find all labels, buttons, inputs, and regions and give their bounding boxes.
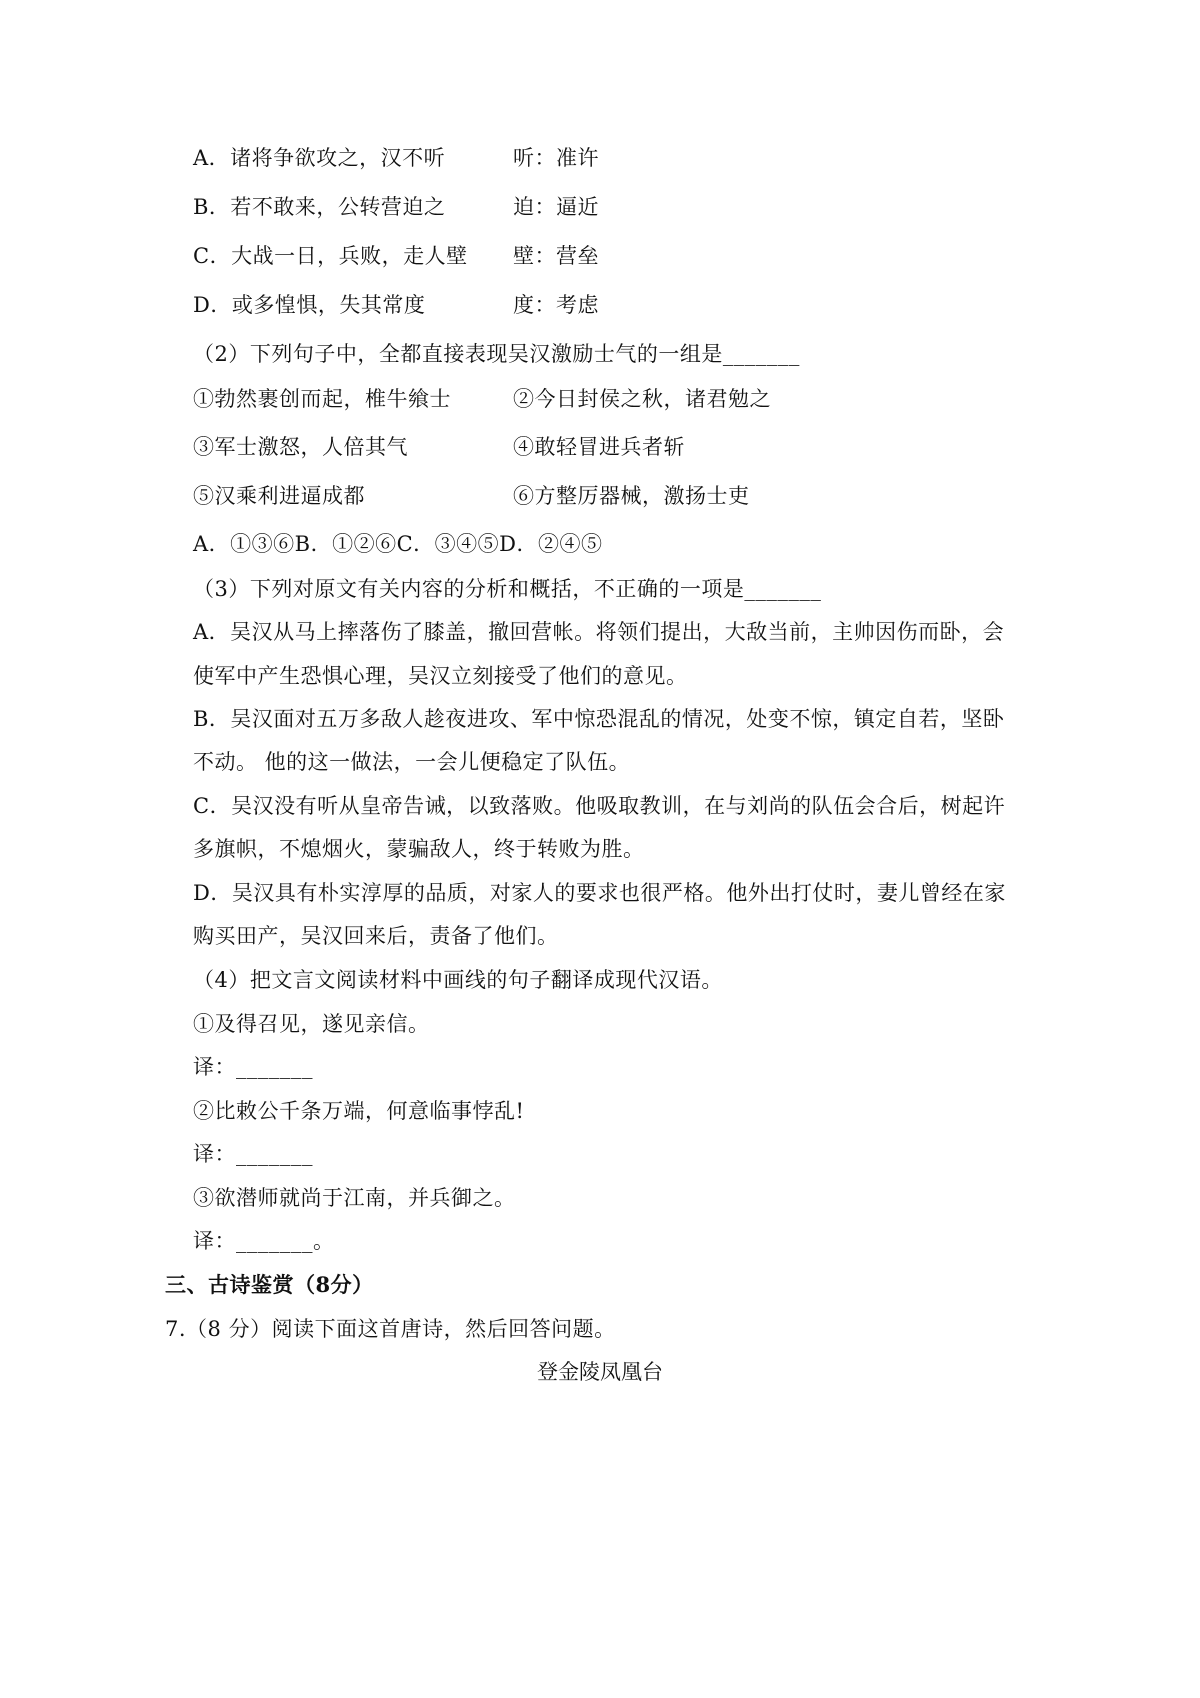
q2-prompt: （2）下列句子中，全都直接表现吴汉激励士气的一组是_______ bbox=[193, 342, 800, 366]
q3-option-c-line2: 多旗帜，不熄烟火，蒙骗敌人，终于转败为胜。 bbox=[193, 837, 645, 861]
q3-option-a-line2: 使军中产生恐惧心理，吴汉立刻接受了他们的意见。 bbox=[193, 664, 688, 688]
q4-sentence-2: ②比敕公千条万端，何意临事悖乱! bbox=[193, 1099, 525, 1123]
q2-item-3: ③军士激怒，人倍其气 bbox=[193, 435, 408, 459]
q3-option-b-line1: B．吴汉面对五万多敌人趁夜进攻、军中惊恐混乱的情况，处变不惊，镇定自若，坚卧 bbox=[193, 707, 1005, 731]
q4-answer-3: 译：_______。 bbox=[193, 1229, 335, 1253]
q3-option-b-line2: 不动。 他的这一做法，一会儿便稳定了队伍。 bbox=[193, 750, 631, 774]
question-7: 7.（8 分）阅读下面这首唐诗，然后回答问题。 bbox=[165, 1317, 616, 1341]
q2-item-2: ②今日封侯之秋，诸君勉之 bbox=[513, 387, 771, 411]
q4-answer-2: 译：_______ bbox=[193, 1142, 313, 1166]
q4-sentence-1: ①及得召见，遂见亲信。 bbox=[193, 1012, 430, 1036]
poem-title: 登金陵凤凰台 bbox=[537, 1360, 663, 1384]
q3-option-d-line1: D．吴汉具有朴实淳厚的品质，对家人的要求也很严格。他外出打仗时，妻儿曾经在家 bbox=[193, 881, 1006, 905]
q1-option-c-gloss: 壁：营垒 bbox=[513, 244, 599, 268]
q2-item-5: ⑤汉乘利进逼成都 bbox=[193, 484, 365, 508]
q3-option-a-line1: A．吴汉从马上摔落伤了膝盖，撤回营帐。将领们提出，大敌当前，主帅因伤而卧，会 bbox=[193, 620, 1005, 644]
q1-option-d: D．或多惶惧，失其常度 bbox=[193, 293, 426, 317]
q2-item-1: ①勃然裹创而起，椎牛飨士 bbox=[193, 387, 451, 411]
section-3-heading: 三、古诗鉴赏（8分） bbox=[165, 1272, 374, 1297]
q3-option-c-line1: C．吴汉没有听从皇帝告诫，以致落败。他吸取教训，在与刘尚的队伍会合后，树起许 bbox=[193, 794, 1006, 818]
q2-item-6: ⑥方整厉器械，激扬士吏 bbox=[513, 484, 750, 508]
q1-option-d-gloss: 度：考虑 bbox=[513, 293, 599, 317]
q3-option-d-line2: 购买田产，吴汉回来后，责备了他们。 bbox=[193, 924, 559, 948]
q3-prompt: （3）下列对原文有关内容的分析和概括，不正确的一项是_______ bbox=[193, 577, 822, 601]
q1-option-a-gloss: 听：准许 bbox=[513, 146, 599, 170]
q1-option-a: A．诸将争欲攻之，汉不听 bbox=[193, 146, 446, 170]
q2-item-4: ④敢轻冒进兵者斩 bbox=[513, 435, 685, 459]
q1-option-c: C．大战一日，兵败，走人壁 bbox=[193, 244, 468, 268]
q4-sentence-3: ③欲潜师就尚于江南，并兵御之。 bbox=[193, 1186, 516, 1210]
q4-answer-1: 译：_______ bbox=[193, 1055, 313, 1079]
q1-option-b-gloss: 迫：逼近 bbox=[513, 195, 599, 219]
q2-choices: A．①③⑥B．①②⑥C．③④⑤D．②④⑤ bbox=[193, 532, 603, 556]
q4-prompt: （4）把文言文阅读材料中画线的句子翻译成现代汉语。 bbox=[193, 968, 723, 992]
q1-option-b: B．若不敢来，公转营迫之 bbox=[193, 195, 446, 219]
